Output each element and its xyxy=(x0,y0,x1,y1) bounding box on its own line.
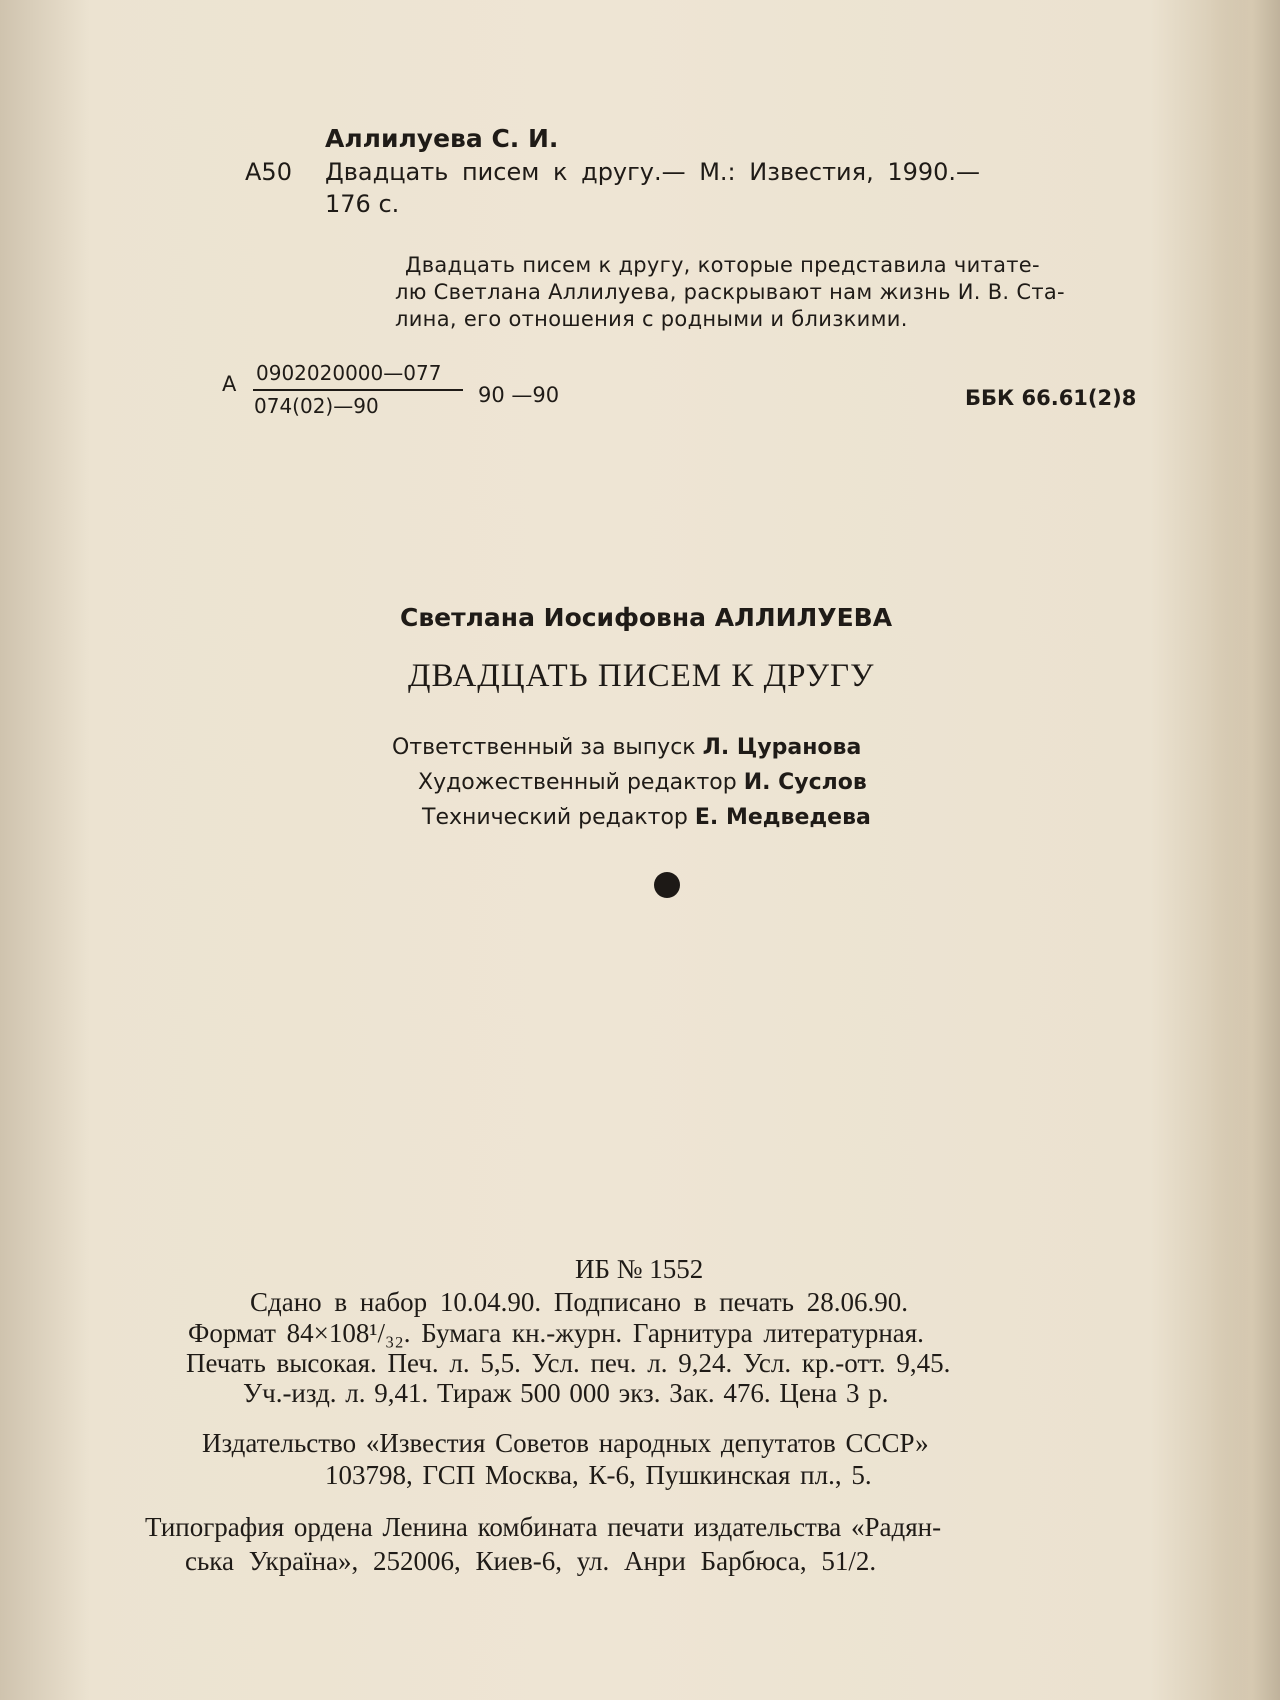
credit-role: Ответственный за выпуск xyxy=(392,735,696,760)
index-year: 90 —90 xyxy=(478,383,560,407)
index-denominator: 074(02)—90 xyxy=(254,394,379,418)
catalog-bibliographic-line: Двадцать писем к другу.— М.: Известия, 1990.— xyxy=(325,158,981,186)
annotation-line: Двадцать писем к другу, которые представила читате- xyxy=(405,253,1040,277)
index-fraction-bar xyxy=(253,389,463,391)
catalog-call-code: А50 xyxy=(245,158,292,186)
page-edge-left xyxy=(0,0,90,1700)
publisher-line: Издательство «Известия Советов народных депутатов СССР» xyxy=(202,1428,929,1458)
ornament-dot xyxy=(654,872,680,898)
printer-line: ська Україна», 252006, Киев-6, ул. Анри Барбюса, 51/2. xyxy=(185,1546,877,1576)
credit-line xyxy=(418,770,867,795)
imprint-line: Сдано в набор 10.04.90. Подписано в печать 28.06.90. xyxy=(250,1287,908,1317)
credit-line xyxy=(392,735,861,760)
index-numerator: 0902020000—077 xyxy=(256,361,442,385)
publisher-line: 103798, ГСП Москва, К-6, Пушкинская пл., 5. xyxy=(325,1460,872,1490)
ib-number: ИБ № 1552 xyxy=(575,1254,704,1284)
printer-line: Типография ордена Ленина комбината печати издательства «Радян- xyxy=(145,1512,942,1542)
annotation-line: лю Светлана Аллилуева, раскрывают нам жизнь И. В. Ста- xyxy=(395,280,1065,304)
catalog-author: Аллилуева С. И. xyxy=(325,124,559,153)
index-letter: А xyxy=(222,372,237,396)
bbk-code: ББК 66.61(2)8 xyxy=(965,386,1137,410)
credit-name: Л. Цуранова xyxy=(702,735,862,760)
credit-role: Художественный редактор xyxy=(418,770,737,795)
imprint-line: Уч.-изд. л. 9,41. Тираж 500 000 экз. Зак. 476. Цена 3 р. xyxy=(243,1378,889,1408)
credit-line xyxy=(422,805,871,830)
author-given-names: Светлана Иосифовна xyxy=(400,603,707,632)
page-edge-right xyxy=(1210,0,1280,1700)
imprint-line: Печать высокая. Печ. л. 5,5. Усл. печ. л. 9,24. Усл. кр.-отт. 9,45. xyxy=(186,1348,951,1378)
author-full-name xyxy=(400,603,892,632)
annotation-line: лина, его отношения с родными и близкими. xyxy=(395,307,908,331)
author-surname: АЛЛИЛУЕВА xyxy=(714,603,893,632)
credit-name: Е. Медведева xyxy=(694,805,871,830)
credit-name: И. Суслов xyxy=(743,770,867,795)
credit-role: Технический редактор xyxy=(422,805,688,830)
imprint-line: Формат 84×108¹/₃₂. Бумага кн.-журн. Гарнитура литературная. xyxy=(188,1318,924,1348)
catalog-pages: 176 с. xyxy=(325,190,400,218)
book-title: ДВАДЦАТЬ ПИСЕМ К ДРУГУ xyxy=(408,658,875,694)
